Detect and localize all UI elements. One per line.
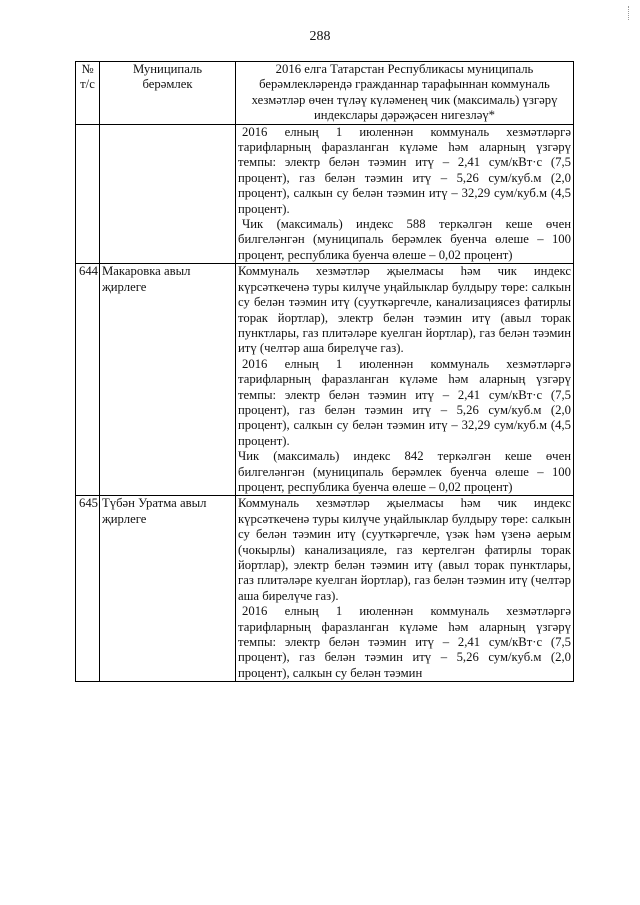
row-number: [76, 124, 100, 264]
row-justification: [236, 124, 574, 264]
page-number: 288: [309, 29, 331, 44]
table-row: [76, 496, 574, 682]
row-number: 644: [76, 264, 100, 496]
row-paragraph: Чик (максималь) индекс 588 теркәлгән кеше өчен билгеләнгән (муниципаль берәмлек буенча өлеше – 100 процент, республика буенча өлеше – 0,02 процент): [238, 217, 571, 262]
row-municipality: Макаровка авыл җирлеге: [100, 264, 236, 496]
row-paragraph: 2016 елның 1 июленнән коммуналь хезмәтләргә тарифларның фаразланган күләме һәм аларның үзгәрү темпы: электр белән тәэмин итү – 2,41 сум/кВт·с (7,5 процент), газ белән тәэмин итү – 5,26 сум/куб.м (2,0 процент), салкын су белән тәэмин: [238, 604, 571, 680]
row-number: 645: [76, 496, 100, 682]
row-paragraph: Коммуналь хезмәтләр җыелмасы һәм чик индекс күрсәткеченә туры килүче уңайлыклар булдыру төре: салкын су белән тәэмин итү (сууткәргечле, канализациясез фатирлы торак йортлар), электр белән тәэмин итү (авыл торак пунктлары, газ плитәләре куелган йортлар), газ белән тәэмин итү (челтәр аша бирелүче газ).: [238, 264, 571, 356]
table-header-row: [76, 62, 574, 125]
row-paragraph: 2016 елның 1 июленнән коммуналь хезмәтләргә тарифларның фаразланган күләме һәм аларның үзгәрү темпы: электр белән тәэмин итү – 2,41 сум/кВт·с (7,5 процент), газ белән тәэмин итү – 5,26 сум/куб.м (2,0 процент), салкын су белән тәэмин итү – 32,29 сум/куб.м (4,5 процент).: [238, 124, 571, 216]
row-paragraph: Коммуналь хезмәтләр җыелмасы һәм чик индекс күрсәткеченә туры килүче уңайлыклар булдыру төре: салкын су белән тәэмин итү (сууткәргечле, үзәк һәм үзенә аерым (чокырлы) канализацияле, газ кертелгән фатирлы торак йортлар), электр белән тәэмин итү (авыл торак пунктлары, газ плитәләре куелган йортлар), газ белән тәэмин итү (челтәр аша бирелүче газ).: [238, 496, 571, 603]
row-justification: [236, 264, 574, 496]
table-row: [76, 264, 574, 496]
index-table: [75, 61, 574, 682]
scan-margin-mark: [628, 6, 631, 20]
row-paragraph: 2016 елның 1 июленнән коммуналь хезмәтләргә тарифларның фаразланган күләме һәм аларның үзгәрү темпы: электр белән тәэмин итү – 2,41 сум/кВт·с (7,5 процент), газ белән тәэмин итү – 5,26 сум/куб.м (2,0 процент), салкын су белән тәэмин итү – 32,29 сум/куб.м (4,5 процент).: [238, 356, 571, 448]
row-paragraph: Чик (максималь) индекс 842 теркәлгән кеше өчен билгеләнгән (муниципаль берәмлек буенча өлеше – 100 процент, республика буенча өлеше – 0,02 процент): [238, 449, 571, 494]
table-row: [76, 124, 574, 264]
header-number: № т/с: [76, 62, 100, 125]
header-municipality: Муниципаль берәмлек: [100, 62, 236, 125]
row-justification: [236, 496, 574, 682]
header-justification: 2016 елга Татарстан Республикасы муниципаль берәмлекләрендә гражданнар тарафыннан коммуналь хезмәтләр өчен түләү күләменең чик (максималь) үзгәрү индекслары дәрәҗәсен нигезләү*: [236, 62, 574, 125]
row-municipality: Түбән Уратма авыл җирлеге: [100, 496, 236, 682]
row-municipality: [100, 124, 236, 264]
